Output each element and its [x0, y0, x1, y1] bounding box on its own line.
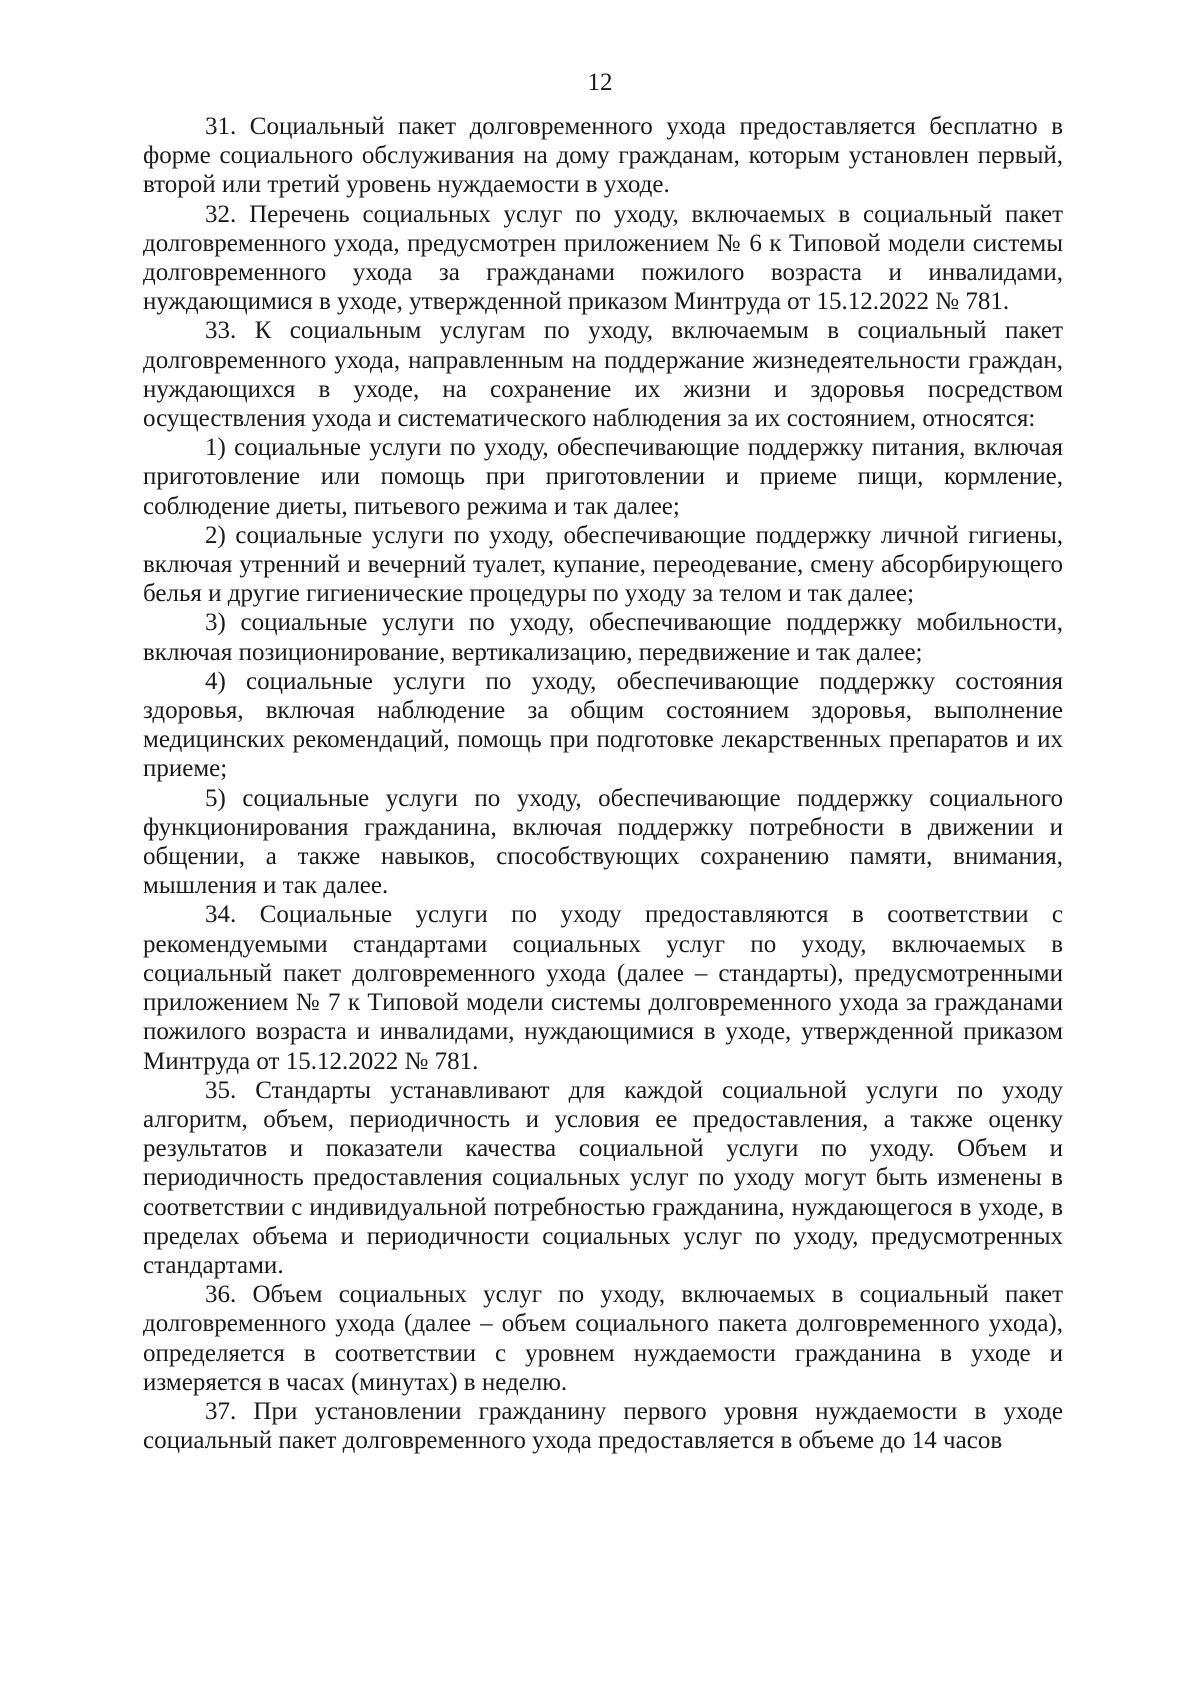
- paragraph-35: 35. Стандарты устанавливают для каждой социальной услуги по уходу алгоритм, объем, периодичность и условия ее предоставления, а также оценку результатов и показатели качества социальной услуги по уходу. Объем и периодичность предоставления социальных услуг по уходу могут быть изменены в соответствии с индивидуальной потребностью гражданина, нуждающегося в уходе, в пределах объема и периодичности социальных услуг по уходу, предусмотренных стандартами.: [143, 1076, 1063, 1279]
- paragraph-31: 31. Социальный пакет долговременного ухода предоставляется бесплатно в форме социального обслуживания на дому гражданам, которым установлен первый, второй или третий уровень нуждаемости в уходе.: [143, 113, 1063, 199]
- document-body: [143, 112, 1063, 1455]
- paragraph-37: 37. При установлении гражданину первого уровня нуждаемости в уходе социальный пакет долговременного ухода предоставляется в объеме до 14 часов: [143, 1397, 1063, 1455]
- list-item-5: 5) социальные услуги по уходу, обеспечивающие поддержку социального функционирования гражданина, включая поддержку потребности в движении и общении, а также навыков, способствующих сохранению памяти, внимания, мышления и так далее.: [143, 784, 1063, 900]
- list-item-4: 4) социальные услуги по уходу, обеспечивающие поддержку состояния здоровья, включая наблюдение за общим состоянием здоровья, выполнение медицинских рекомендаций, помощь при подготовке лекарственных препаратов и их приеме;: [143, 667, 1063, 783]
- paragraph-34: 34. Социальные услуги по уходу предоставляются в соответствии с рекомендуемыми стандартами социальных услуг по уходу, включаемых в социальный пакет долговременного ухода (далее – стандарты), предусмотренными приложением № 7 к Типовой модели системы долговременного ухода за гражданами пожилого возраста и инвалидами, нуждающимися в уходе, утвержденной приказом Минтруда от 15.12.2022 № 781.: [143, 901, 1063, 1075]
- paragraph-32: 32. Перечень социальных услуг по уходу, включаемых в социальный пакет долговременного ухода, предусмотрен приложением № 6 к Типовой модели системы долговременного ухода за гражданами пожилого возраста и инвалидами, нуждающимися в уходе, утвержденной приказом Минтруда от 15.12.2022 № 781.: [143, 200, 1063, 316]
- paragraph-36: 36. Объем социальных услуг по уходу, включаемых в социальный пакет долговременного ухода (далее – объем социального пакета долговременного ухода), определяется в соответствии с уровнем нуждаемости гражданина в уходе и измеряется в часах (минутах) в неделю.: [143, 1281, 1063, 1396]
- page-number: 12: [587, 69, 613, 96]
- list-item-3: 3) социальные услуги по уходу, обеспечивающие поддержку мобильности, включая позиционирование, вертикализацию, передвижение и так далее;: [143, 609, 1063, 666]
- list-item-2: 2) социальные услуги по уходу, обеспечивающие поддержку личной гигиены, включая утренний и вечерний туалет, купание, переодевание, смену абсорбирующего белья и другие гигиенические процедуры по уходу за телом и так далее;: [143, 521, 1063, 608]
- paragraph-33: 33. К социальным услугам по уходу, включаемым в социальный пакет долговременного ухода, направленным на поддержание жизнедеятельности граждан, нуждающихся в уходе, на сохранение их жизни и здоровья посредством осуществления ухода и систематического наблюдения за их состоянием, относятся:: [143, 317, 1063, 433]
- list-item-1: 1) социальные услуги по уходу, обеспечивающие поддержку питания, включая приготовление или помощь при приготовлении и приеме пищи, кормление, соблюдение диеты, питьевого режима и так далее;: [143, 434, 1063, 520]
